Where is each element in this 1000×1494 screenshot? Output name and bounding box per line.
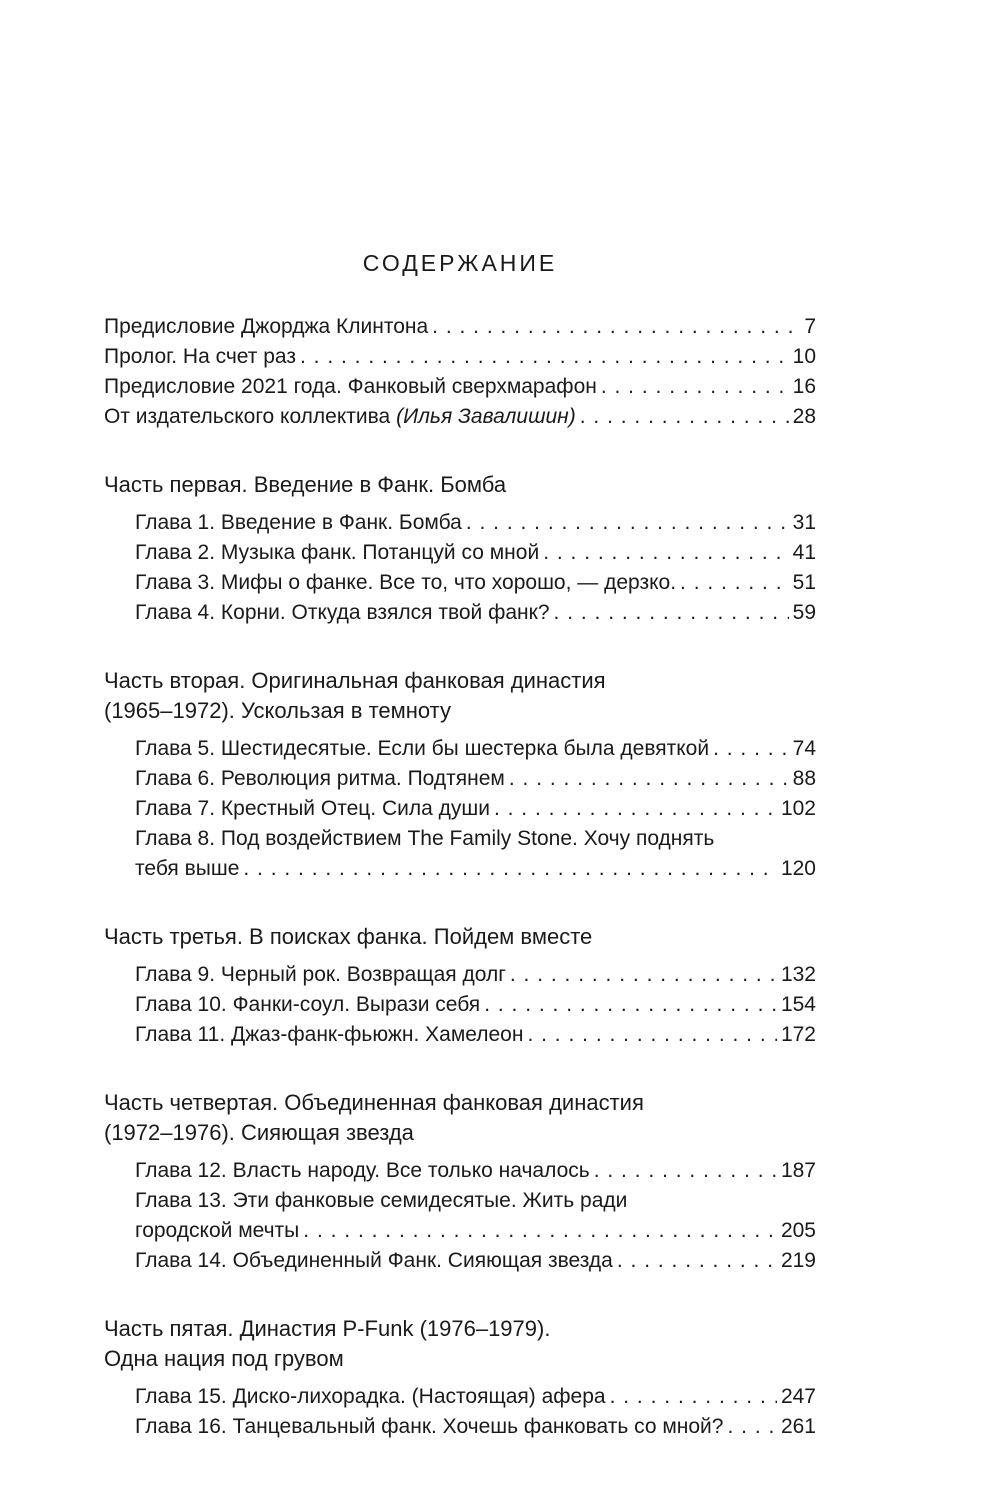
table-of-contents: [104, 312, 816, 1442]
part-heading[interactable]: [104, 1314, 816, 1374]
chapter-page: 41: [792, 541, 816, 564]
chapter-page: 31: [792, 511, 816, 534]
part-heading[interactable]: [104, 1088, 816, 1148]
chapter-page: 59: [792, 601, 816, 624]
dot-leader: [510, 960, 777, 990]
dot-leader: [554, 598, 789, 628]
dot-leader: [543, 538, 788, 568]
dot-leader: [527, 1020, 776, 1050]
part-heading[interactable]: [104, 666, 816, 726]
chapter-page: 102: [780, 797, 816, 820]
part-title-line: Часть четвертая. Объединенная фанковая династия: [104, 1090, 644, 1115]
chapter-entry[interactable]: [104, 734, 816, 764]
toc-entry[interactable]: [104, 402, 816, 432]
toc-entry[interactable]: [104, 372, 816, 402]
chapter-page: 261: [780, 1415, 816, 1438]
chapter-title: Глава 5. Шестидесятые. Если бы шестерка была девяткой: [135, 737, 710, 760]
part-title-line: (1965–1972). Ускользая в темноту: [104, 698, 451, 723]
chapter-page: 120: [780, 857, 816, 880]
chapter-entry[interactable]: [104, 508, 816, 538]
chapter-page: 132: [780, 963, 816, 986]
chapter-entry[interactable]: [104, 1382, 816, 1412]
chapter-page: 172: [780, 1023, 816, 1046]
chapter-title: Глава 11. Джаз-фанк-фьюжн. Хамелеон: [135, 1023, 524, 1046]
dot-leader: [466, 508, 789, 538]
chapter-entry[interactable]: [104, 598, 816, 628]
chapter-entry[interactable]: [104, 990, 816, 1020]
chapter-entry-wrapped[interactable]: [104, 824, 816, 884]
chapter-title-first-line: Глава 8. Под воздействием The Family Stone. Хочу поднять: [135, 827, 715, 850]
chapter-title: Глава 6. Революция ритма. Подтянем: [135, 767, 505, 790]
part-title-line: (1972–1976). Сияющая звезда: [104, 1120, 414, 1145]
chapter-entry[interactable]: [104, 1156, 816, 1186]
part-title-line: Часть третья. В поисках фанка. Пойдем вместе: [104, 924, 593, 949]
dot-leader: [727, 1412, 776, 1442]
chapter-page: 154: [780, 993, 816, 1016]
chapter-entry-wrapped[interactable]: [104, 1186, 816, 1246]
chapter-title: Глава 1. Введение в Фанк. Бомба: [135, 511, 462, 534]
part-title-line: Часть первая. Введение в Фанк. Бомба: [104, 472, 507, 497]
chapter-title: Глава 4. Корни. Откуда взялся твой фанк?: [135, 601, 550, 624]
dot-leader: [243, 854, 777, 884]
page-title: СОДЕРЖАНИЕ: [362, 250, 558, 276]
dot-leader: [580, 402, 789, 432]
chapter-entry[interactable]: [104, 794, 816, 824]
dot-leader: [303, 1216, 777, 1246]
chapter-entry[interactable]: [104, 764, 816, 794]
chapter-title: Глава 16. Танцевальный фанк. Хочешь фанковать со мной?: [135, 1415, 724, 1438]
chapter-page: 74: [792, 737, 816, 760]
chapter-page: 51: [792, 571, 816, 594]
dot-leader: [432, 312, 800, 342]
chapter-title: Глава 10. Фанки-соул. Вырази себя: [135, 993, 481, 1016]
dot-leader: [617, 1246, 777, 1276]
dot-leader: [494, 794, 777, 824]
chapter-entry[interactable]: [104, 1020, 816, 1050]
dot-leader: [300, 342, 789, 372]
chapter-title: Глава 9. Черный рок. Возвращая долг: [135, 963, 506, 986]
chapter-page: 247: [780, 1385, 816, 1408]
entry-title-text: От издательского коллектива: [104, 405, 391, 428]
dot-leader: [484, 990, 777, 1020]
chapter-title-last-line: [104, 854, 816, 884]
chapter-page: 187: [780, 1159, 816, 1182]
chapter-title: Глава 15. Диско-лихорадка. (Настоящая) афера: [135, 1385, 606, 1408]
dot-leader: [601, 372, 789, 402]
toc-entry[interactable]: [104, 342, 816, 372]
dot-leader: [680, 568, 789, 598]
entry-title: [104, 402, 576, 432]
chapter-entry[interactable]: [104, 960, 816, 990]
entry-title: Предисловие Джорджа Клинтона: [104, 315, 429, 338]
chapter-title-first-line: Глава 13. Эти фанковые семидесятые. Жить ради: [135, 1189, 628, 1212]
front-matter: [104, 312, 816, 432]
entry-page: 10: [792, 345, 816, 368]
dot-leader: [509, 764, 789, 794]
part-title-line: Часть вторая. Оригинальная фанковая династия: [104, 668, 606, 693]
chapter-title: тебя выше: [135, 857, 240, 880]
chapter-title: Глава 3. Мифы о фанке. Все то, что хорошо, — дерзко.: [135, 571, 677, 594]
entry-author: (Илья Завалишин): [396, 405, 576, 428]
chapter-entry[interactable]: [104, 538, 816, 568]
part-heading[interactable]: [104, 922, 816, 952]
chapter-title: Глава 2. Музыка фанк. Потанцуй со мной: [135, 541, 540, 564]
dot-leader: [713, 734, 789, 764]
part-heading[interactable]: [104, 470, 816, 500]
chapter-title: городской мечты: [135, 1219, 300, 1242]
chapter-title: Глава 12. Власть народу. Все только началось: [135, 1159, 590, 1182]
chapter-title: Глава 7. Крестный Отец. Сила души: [135, 797, 490, 820]
part-title-line: Часть пятая. Династия P-Funk (1976–1979).: [104, 1316, 551, 1341]
entry-page: 7: [804, 315, 816, 338]
entry-page: 16: [792, 375, 816, 398]
entry-page: 28: [792, 405, 816, 428]
chapter-page: 205: [780, 1219, 816, 1242]
part-title-line: Одна нация под грувом: [104, 1346, 344, 1371]
dot-leader: [610, 1382, 777, 1412]
chapter-page: 219: [780, 1249, 816, 1272]
entry-title: Предисловие 2021 года. Фанковый сверхмарафон: [104, 375, 597, 398]
dot-leader: [594, 1156, 777, 1186]
chapter-entry[interactable]: [104, 568, 816, 598]
chapter-title: Глава 14. Объединенный Фанк. Сияющая звезда: [135, 1249, 613, 1272]
chapter-entry[interactable]: [104, 1246, 816, 1276]
chapter-page: 88: [792, 767, 816, 790]
chapter-title-last-line: [104, 1216, 816, 1246]
chapter-entry[interactable]: [104, 1412, 816, 1442]
toc-entry[interactable]: [104, 312, 816, 342]
entry-title: Пролог. На счет раз: [104, 345, 296, 368]
